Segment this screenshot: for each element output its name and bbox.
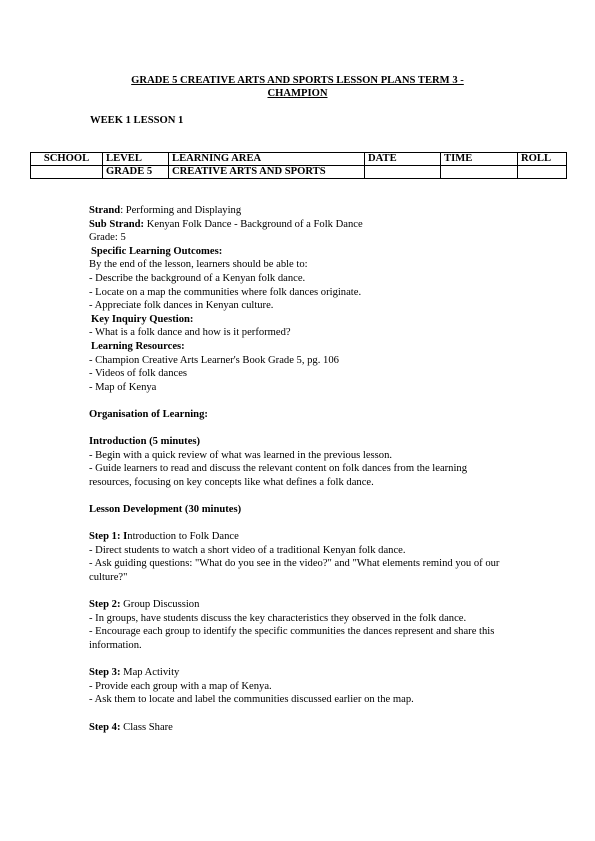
step-1-title: ntroduction to Folk Dance xyxy=(127,531,239,543)
list-item: - Videos of folk dances xyxy=(89,368,188,380)
title-line-1: GRADE 5 CREATIVE ARTS AND SPORTS LESSON PLANS TERM 3 - xyxy=(131,75,464,86)
list-item: - Guide learners to read and discuss the relevant content on folk dances from the learning resources, focusing on key concepts like what defines a folk dance. xyxy=(89,463,468,488)
spacer xyxy=(89,489,509,503)
grade-line: Grade: 5 xyxy=(89,232,126,244)
list-item: - Champion Creative Arts Learner's Book Grade 5, pg. 106 xyxy=(89,354,339,366)
strand-line xyxy=(89,204,509,218)
step-2-label: Step 2: xyxy=(89,599,121,611)
list-item: - Locate on a map the communities where folk dances originate. xyxy=(89,286,362,298)
table-cell-learning-area: CREATIVE ARTS AND SPORTS xyxy=(169,166,365,179)
list-item: - In groups, have students discuss the key characteristics they observed in the folk dance. xyxy=(89,612,467,624)
list-item: - Begin with a quick review of what was learned in the previous lesson. xyxy=(89,449,393,461)
list-item: - Provide each group with a map of Kenya. xyxy=(89,680,272,692)
table-cell-level: GRADE 5 xyxy=(103,166,169,179)
inquiry-question: - What is a folk dance and how is it performed? xyxy=(89,327,291,339)
spacer xyxy=(89,707,509,721)
table-header-row xyxy=(31,153,567,166)
table-header-date: DATE xyxy=(365,153,441,166)
resources-heading: Learning Resources: xyxy=(91,340,185,352)
table-cell-time xyxy=(441,166,518,179)
table-row xyxy=(31,166,567,179)
substrand-line xyxy=(89,218,509,232)
spacer xyxy=(89,422,509,436)
list-item: - Ask guiding questions: "What do you see in the video?" and "What elements remind you of our culture?" xyxy=(89,558,500,584)
list-item: - Encourage each group to identify the specific communities the dances represent and share this information. xyxy=(89,626,495,651)
step-3-heading xyxy=(89,666,509,680)
inquiry-heading: Key Inquiry Question: xyxy=(91,313,194,325)
outcomes-heading: Specific Learning Outcomes: xyxy=(91,245,223,257)
table-cell-date xyxy=(365,166,441,179)
spacer xyxy=(89,394,509,408)
spacer xyxy=(89,653,509,667)
lesson-body xyxy=(89,204,509,734)
step-1-heading xyxy=(89,530,509,544)
substrand-value: Kenyan Folk Dance - Background of a Folk Dance xyxy=(144,218,363,230)
table-header-time: TIME xyxy=(441,153,518,166)
lesson-info-table xyxy=(30,152,567,179)
spacer xyxy=(89,517,509,531)
step-3-title: Map Activity xyxy=(120,667,180,679)
step-2-heading xyxy=(89,598,509,612)
list-item: - Describe the background of a Kenyan folk dance. xyxy=(89,272,306,284)
title-line-2: CHAMPION xyxy=(267,88,328,99)
table-cell-school xyxy=(31,166,103,179)
step-3-label: Step 3: xyxy=(89,667,121,679)
step-2-title: Group Discussion xyxy=(120,599,200,611)
table-header-level: LEVEL xyxy=(103,153,169,166)
introduction-heading: Introduction (5 minutes) xyxy=(89,436,201,448)
step-4-title: Class Share xyxy=(120,721,173,733)
organisation-heading: Organisation of Learning: xyxy=(89,408,208,420)
week-heading: WEEK 1 LESSON 1 xyxy=(90,115,184,126)
list-item: - Appreciate folk dances in Kenyan culture. xyxy=(89,300,274,312)
substrand-label: Sub Strand: xyxy=(89,218,145,230)
outcomes-intro: By the end of the lesson, learners should be able to: xyxy=(89,259,308,271)
list-item: - Ask them to locate and label the communities discussed earlier on the map. xyxy=(89,694,414,706)
step-1-label: Step 1: I xyxy=(89,531,128,543)
document-title xyxy=(90,74,505,100)
spacer xyxy=(89,585,509,599)
strand-value: : Performing and Displaying xyxy=(120,205,242,216)
list-item: - Map of Kenya xyxy=(89,381,157,393)
table-header-roll: ROLL xyxy=(518,153,567,166)
list-item: - Direct students to watch a short video of a traditional Kenyan folk dance. xyxy=(89,544,406,556)
development-heading: Lesson Development (30 minutes) xyxy=(89,504,242,516)
strand-label: Strand xyxy=(89,205,121,216)
step-4-heading xyxy=(89,721,509,735)
step-4-label: Step 4: xyxy=(89,721,121,733)
table-cell-roll xyxy=(518,166,567,179)
table-header-school: SCHOOL xyxy=(31,153,103,166)
table-header-learning-area: LEARNING AREA xyxy=(169,153,365,166)
